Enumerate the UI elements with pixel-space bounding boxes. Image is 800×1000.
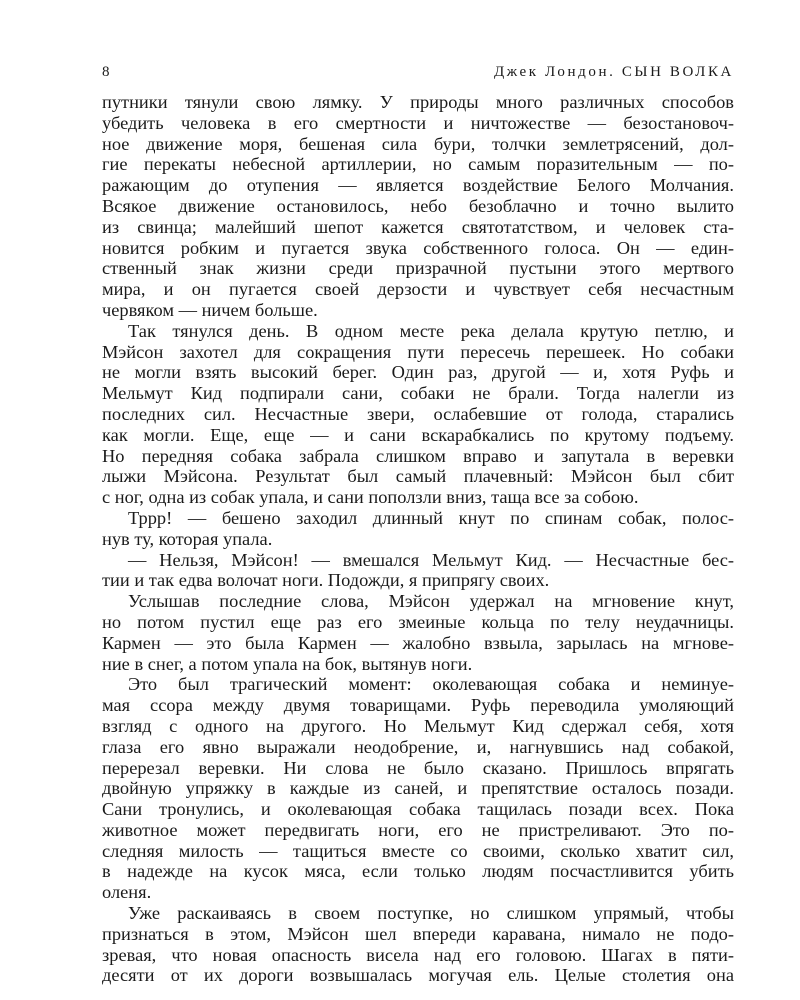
text-line: мира, и он пугается своей дерзости и чувствует себя несчастным: [102, 279, 734, 300]
text-line: Тррр! — бешено заходил длинный кнут по спинам собак, полос-: [128, 507, 734, 528]
text-line: но потом пустил еще раз его змеиные кольца по телу неудачницы.: [102, 611, 734, 632]
text-line: признаться в этом, Мэйсон шел впереди каравана, нимало не подо-: [102, 923, 734, 944]
text-line: ственный знак жизни среди призрачной пустыни этого мертвого: [102, 258, 734, 279]
text-line: лыжи Мэйсона. Результат был самый плачевный: Мэйсон был сбит: [102, 466, 734, 487]
paragraph: [102, 903, 734, 986]
text-line: перерезал веревки. Ни слова не было сказано. Пришлось впрягать: [102, 757, 734, 778]
text-line: взгляд с одного на другого. Но Мельмут Кид сдержал себя, хотя: [102, 715, 734, 736]
text-line: нув ту, которая упала.: [102, 528, 273, 549]
text-line: двойную упряжку в каждые из саней, и препятствие осталось позади.: [102, 778, 734, 799]
text-line: — Нельзя, Мэйсон! — вмешался Мельмут Кид. — Несчастные бес-: [128, 549, 734, 570]
text-line: Но передняя собака забрала слишком вправо и запутала в веревки: [102, 445, 734, 466]
text-line: мая ссора между двумя товарищами. Руфь переводила умоляющий: [102, 695, 734, 716]
text-line: Уже раскаиваясь в своем поступке, но слишком упрямый, чтобы: [128, 903, 734, 924]
text-line: Это был трагический момент: околевающая собака и неминуе-: [128, 674, 734, 695]
running-head: [102, 64, 734, 84]
text-line: Кармен — это была Кармен — жалобно взвыла, зарылась на мгнове-: [102, 632, 734, 653]
text-line: тии и так едва волочат ноги. Подожди, я припрягу своих.: [102, 570, 550, 591]
text-line: ное движение моря, бешеная сила бури, толчки землетрясений, дол-: [102, 133, 734, 154]
text-line: последних сил. Несчастные звери, ослабевшие от голода, старались: [102, 403, 734, 424]
text-line: новится робким и пугается звука собственного голоса. Он — един-: [102, 237, 734, 258]
text-line: Всякое движение остановилось, небо безоблачно и точно вылито: [102, 195, 734, 216]
text-line: оленя.: [102, 882, 152, 903]
text-line: Так тянулся день. В одном месте река делала крутую петлю, и: [128, 320, 734, 341]
text-line: десяти от их дороги возвышалась могучая ель. Целые столетия она: [102, 965, 734, 986]
text-line: зревая, что новая опасность висела над его головою. Шагах в пяти-: [102, 944, 734, 965]
text-line: с ног, одна из собак упала, и сани поползли вниз, таща все за собою.: [102, 487, 639, 508]
paragraph: [102, 591, 734, 674]
paragraph: [102, 508, 734, 550]
text-line: из свинца; малейший шепот кажется святотатством, и человек ста-: [102, 216, 734, 237]
paragraph: [102, 321, 734, 508]
paragraph: [102, 674, 734, 903]
text-line: Мэйсон захотел для сокращения пути пересечь перешеек. Но собаки: [102, 341, 734, 362]
text-line: животное может передвигать ноги, его не пристреливают. Это по-: [102, 819, 734, 840]
text-line: Сани тронулись, и околевающая собака тащилась позади всех. Пока: [102, 799, 734, 820]
paragraph: [102, 550, 734, 592]
text-line: ражающим до отупения — является воздействие Белого Молчания.: [102, 175, 734, 196]
text-line: гие перекаты небесной артиллерии, но самым поразительным — по-: [102, 154, 734, 175]
body-text: [102, 92, 734, 986]
text-line: Мельмут Кид подпирали сани, собаки не брали. Тогда налегли из: [102, 383, 734, 404]
text-line: следняя милость — тащиться вместе со своими, сколько хватит сил,: [102, 840, 734, 861]
page-number: 8: [102, 64, 110, 80]
text-line: червяком — ничем больше.: [102, 299, 318, 320]
text-line: убедить человека в его смертности и ничтожестве — безостановоч-: [102, 112, 734, 133]
text-line: ние в снег, а потом упала на бок, вытянув ноги.: [102, 653, 473, 674]
text-line: в надежде на кусок мяса, если только людям посчастливится убить: [102, 861, 734, 882]
text-line: не могли взять высокий берег. Один раз, другой — и, хотя Руфь и: [102, 362, 734, 383]
paragraph: [102, 92, 734, 321]
text-line: Услышав последние слова, Мэйсон удержал на мгновение кнут,: [128, 591, 734, 612]
book-title: Джек Лондон. СЫН ВОЛКА: [493, 64, 734, 80]
text-line: как могли. Еще, еще — и сани вскарабкались по крутому подъему.: [102, 424, 734, 445]
text-line: путники тянули свою лямку. У природы много различных способов: [102, 92, 734, 112]
text-line: глаза его явно выражали неодобрение, и, нагнувшись над собакой,: [102, 736, 734, 757]
